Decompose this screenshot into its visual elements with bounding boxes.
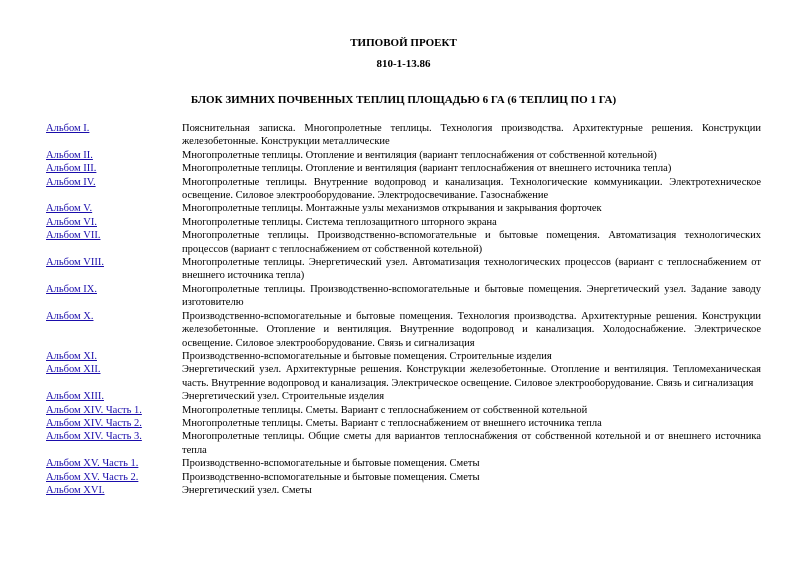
album-link[interactable]: Альбом XI. [46, 350, 97, 362]
album-link-cell [46, 417, 182, 430]
album-description: Производственно-вспомогательные и бытовые помещения. Сметы [182, 471, 480, 483]
album-link-cell [46, 149, 182, 162]
album-row [46, 283, 761, 310]
album-description: Многопролетные теплицы. Сметы. Вариант с теплоснабжением от собственной котельной [182, 404, 588, 416]
album-description: Производственно-вспомогательные и бытовые помещения. Технология производства. Архитектурные решения. Конструкции железобетонные. Отопление и вентиляция. Внутренние водопровод и канализация. Холодоснабжение. Электрическое освещение. Силовое электрооборудование. Связь и сигнализация [182, 310, 761, 349]
album-link-cell [46, 229, 182, 256]
album-row [46, 484, 761, 497]
album-link[interactable]: Альбом XIV. Часть 3. [46, 431, 142, 443]
album-row [46, 216, 761, 229]
album-link-cell [46, 404, 182, 417]
album-link[interactable]: Альбом XV. Часть 2. [46, 471, 139, 483]
album-link[interactable]: Альбом VI. [46, 216, 97, 228]
album-description: Многопролетные теплицы. Энергетический узел. Автоматизация технологических процессов (вариант с теплоснабжением от внешнего источника тепла) [182, 257, 761, 282]
album-link[interactable]: Альбом I. [46, 123, 90, 134]
album-row [46, 404, 761, 417]
album-link-cell [46, 310, 182, 350]
album-link-cell [46, 176, 182, 203]
album-link[interactable]: Альбом XVI. [46, 484, 105, 496]
album-description: Многопролетные теплицы. Отопление и вентиляция (вариант теплоснабжения от собственной котельной) [182, 149, 657, 161]
album-description: Энергетический узел. Архитектурные решения. Конструкции железобетонные. Отопление и вентиляция. Тепломеханическая часть. Внутренние водопровод и канализация. Электрическое освещение. Силовое электрооборудование. Связь и сигнализация [182, 364, 761, 389]
project-title: БЛОК ЗИМНИХ ПОЧВЕННЫХ ТЕПЛИЦ ПЛОЩАДЬЮ 6 ГА (6 ТЕПЛИЦ ПО 1 ГА) [190, 94, 617, 106]
album-link-cell [46, 484, 182, 497]
album-link[interactable]: Альбом V. [46, 203, 93, 215]
album-description: Пояснительная записка. Многопролетные теплицы. Технология производства. Архитектурные решения. Конструкции железобетонные. Конструкции металлические [182, 123, 761, 148]
album-link[interactable]: Альбом VII. [46, 230, 101, 242]
album-link[interactable]: Альбом XIII. [46, 391, 104, 403]
album-description: Многопролетные теплицы. Сметы. Вариант с теплоснабжением от внешнего источника тепла [182, 417, 602, 429]
album-link[interactable]: Альбом III. [46, 163, 97, 175]
album-link-cell [46, 363, 182, 390]
album-description: Многопролетные теплицы. Производственно-вспомогательные и бытовые помещения. Автоматизация технологических процессов (вариант с теплоснабжением от собственной котельной) [182, 230, 761, 255]
album-link-cell [46, 390, 182, 403]
document-number: 810-1-13.86 [376, 58, 431, 70]
album-description: Производственно-вспомогательные и бытовые помещения. Сметы [182, 458, 480, 470]
album-row [46, 457, 761, 470]
album-link[interactable]: Альбом XIV. Часть 2. [46, 417, 142, 429]
album-row [46, 363, 761, 390]
album-link-cell [46, 202, 182, 215]
album-link[interactable]: Альбом XII. [46, 364, 101, 376]
album-link-cell [46, 283, 182, 310]
document-type: ТИПОВОЙ ПРОЕКТ [350, 37, 457, 49]
album-row [46, 149, 761, 162]
album-description: Многопролетные теплицы. Отопление и вентиляция (вариант теплоснабжения от внешнего источника тепла) [182, 163, 672, 175]
album-description: Многопролетные теплицы. Внутренние водопровод и канализация. Технологические коммуникации. Электротехническое освещение. Силовое электрооборудование. Электродосвечивание. Газоснабжение [182, 176, 761, 202]
album-description: Энергетический узел. Сметы [182, 484, 312, 496]
album-link[interactable]: Альбом VIII. [46, 257, 104, 269]
album-link-cell [46, 471, 182, 484]
album-link[interactable]: Альбом XV. Часть 1. [46, 458, 139, 470]
album-row [46, 430, 761, 457]
album-row [46, 417, 761, 430]
album-description: Многопролетные теплицы. Монтажные узлы механизмов открывания и закрывания форточек [182, 203, 602, 215]
album-link-cell [46, 122, 182, 149]
album-link[interactable]: Альбом IX. [46, 283, 97, 295]
album-row [46, 256, 761, 283]
album-link[interactable]: Альбом II. [46, 149, 93, 161]
album-link-cell [46, 350, 182, 363]
album-row [46, 350, 761, 363]
album-link-cell [46, 216, 182, 229]
album-row [46, 229, 761, 256]
album-link-cell [46, 457, 182, 470]
album-link[interactable]: Альбом XIV. Часть 1. [46, 404, 142, 416]
album-description: Многопролетные теплицы. Производственно-вспомогательные и бытовые помещения. Энергетический узел. Задание заводу изготовителю [182, 283, 761, 309]
album-row [46, 162, 761, 175]
album-list [46, 122, 761, 497]
album-description: Многопролетные теплицы. Система теплозащитного шторного экрана [182, 216, 497, 228]
album-link[interactable]: Альбом IV. [46, 176, 96, 188]
album-row [46, 202, 761, 215]
album-row [46, 122, 761, 149]
album-description: Многопролетные теплицы. Общие сметы для вариантов теплоснабжения от собственной котельной и от внешнего источника тепла [182, 431, 761, 456]
album-row [46, 310, 761, 350]
album-row [46, 471, 761, 484]
album-description: Энергетический узел. Строительные изделия [182, 391, 385, 403]
album-link[interactable]: Альбом X. [46, 310, 94, 322]
album-link-cell [46, 162, 182, 175]
album-row [46, 176, 761, 203]
album-link-cell [46, 430, 182, 457]
album-row [46, 390, 761, 403]
album-description: Производственно-вспомогательные и бытовые помещения. Строительные изделия [182, 350, 552, 362]
album-link-cell [46, 256, 182, 283]
